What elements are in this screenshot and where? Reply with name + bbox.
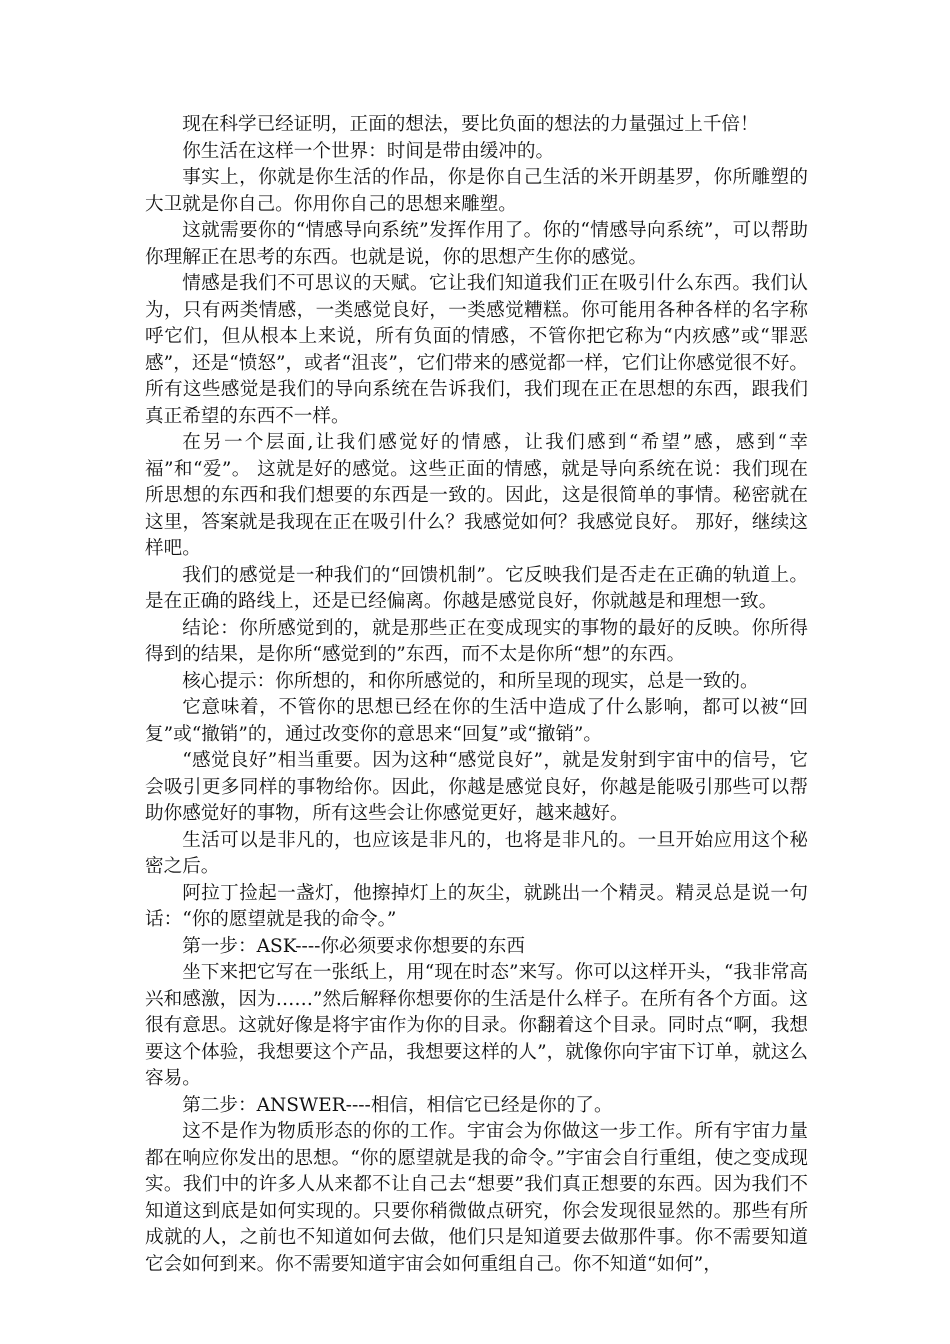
paragraph: 我们的感觉是一种我们的“回馈机制”。它反映我们是否走在正确的轨道上。是在正确的路线上，还是已经偏离。你越是感觉良好，你就越是和理想一致。 — [145, 564, 808, 612]
paragraph: 核心提示：你所想的，和你所感觉的，和所呈现的现实，总是一致的。 — [182, 670, 759, 692]
paragraph: 你生活在这样一个世界：时间是带由缓冲的。 — [182, 140, 555, 162]
paragraph: 生活可以是非凡的，也应该是非凡的，也将是非凡的。一旦开始应用这个秘密之后。 — [145, 829, 808, 877]
step-heading: 第二步：ANSWER----相信，相信它已经是你的了。 — [182, 1094, 613, 1116]
paragraph: 事实上，你就是你生活的作品，你是你自己生活的米开朗基罗，你所雕塑的大卫就是你自己。你用你自己的思想来雕塑。 — [145, 167, 808, 215]
paragraph: 在另一个层面,让我们感觉好的情感，让我们感到“希望”感，感到“幸福”和“爱”。 这就是好的感觉。这些正面的情感，就是导向系统在说：我们现在所思想的东西和我们想要的东西是一致的。因此，这是很简单的事情。秘密就在这里，答案就是我现在正在吸引什么？我感觉如何？我感觉良好。 那好，继续这样吧。 — [145, 432, 808, 559]
paragraph: 阿拉丁捡起一盏灯，他擦掉灯上的灰尘，就跳出一个精灵。精灵总是说一句话：“你的愿望就是我的命令。” — [145, 882, 808, 930]
paragraph: 这不是作为物质形态的你的工作。宇宙会为你做这一步工作。所有宇宙力量都在响应你发出的思想。“你的愿望就是我的命令。”宇宙会自行重组，使之变成现实。我们中的许多人从来都不让自己去“想要”我们真正想要的东西。因为我们不知道这到底是如何实现的。只要你稍微做点研究，你会发现很显然的。那些有所成就的人，之前也不知道如何去做，他们只是知道要去做那件事。你不需要知道它会如何到来。你不需要知道宇宙会如何重组自己。你不知道“如何”， — [145, 1121, 808, 1275]
paragraph: 它意味着，不管你的思想已经在你的生活中造成了什么影响，都可以被“回复”或“撤销”的，通过改变你的意思来“回复”或“撤销”。 — [145, 697, 808, 745]
paragraph: 现在科学已经证明，正面的想法，要比负面的想法的力量强过上千倍！ — [182, 114, 759, 135]
document-body — [145, 112, 808, 1278]
step-heading: 第一步：ASK----你必须要求你想要的东西 — [182, 935, 525, 957]
paragraph: “感觉良好”相当重要。因为这种“感觉良好”，就是发射到宇宙中的信号，它会吸引更多同样的事物给你。因此，你越是感觉良好，你越是能吸引那些可以帮助你感觉好的事物，所有这些会让你感觉更好，越来越好。 — [145, 750, 808, 824]
paragraph: 结论：你所感觉到的，就是那些正在变成现实的事物的最好的反映。你所得得到的结果，是你所“感觉到的”东西，而不太是你所“想”的东西。 — [145, 617, 808, 665]
paragraph: 情感是我们不可思议的天赋。它让我们知道我们正在吸引什么东西。我们认为，只有两类情感，一类感觉良好，一类感觉糟糕。你可能用各种各样的名字称呼它们，但从根本上来说，所有负面的情感，不管你把它称为“内疚感”或“罪恶感”，还是“愤怒”，或者“沮丧”，它们带来的感觉都一样，它们让你感觉很不好。所有这些感觉是我们的导向系统在告诉我们，我们现在正在思想的东西，跟我们真正希望的东西不一样。 — [145, 273, 808, 427]
paragraph: 坐下来把它写在一张纸上，用“现在时态”来写。你可以这样开头，“我非常高兴和感激，因为……”然后解释你想要你的生活是什么样子。在所有各个方面。这很有意思。这就好像是将宇宙作为你的目录。你翻着这个目录。同时点“啊，我想要这个体验，我想要这个产品，我想要这样的人”，就像你向宇宙下订单，就这么容易。 — [145, 962, 808, 1089]
paragraph: 这就需要你的“情感导向系统”发挥作用了。你的“情感导向系统”，可以帮助你理解正在思考的东西。也就是说，你的思想产生你的感觉。 — [145, 220, 808, 268]
